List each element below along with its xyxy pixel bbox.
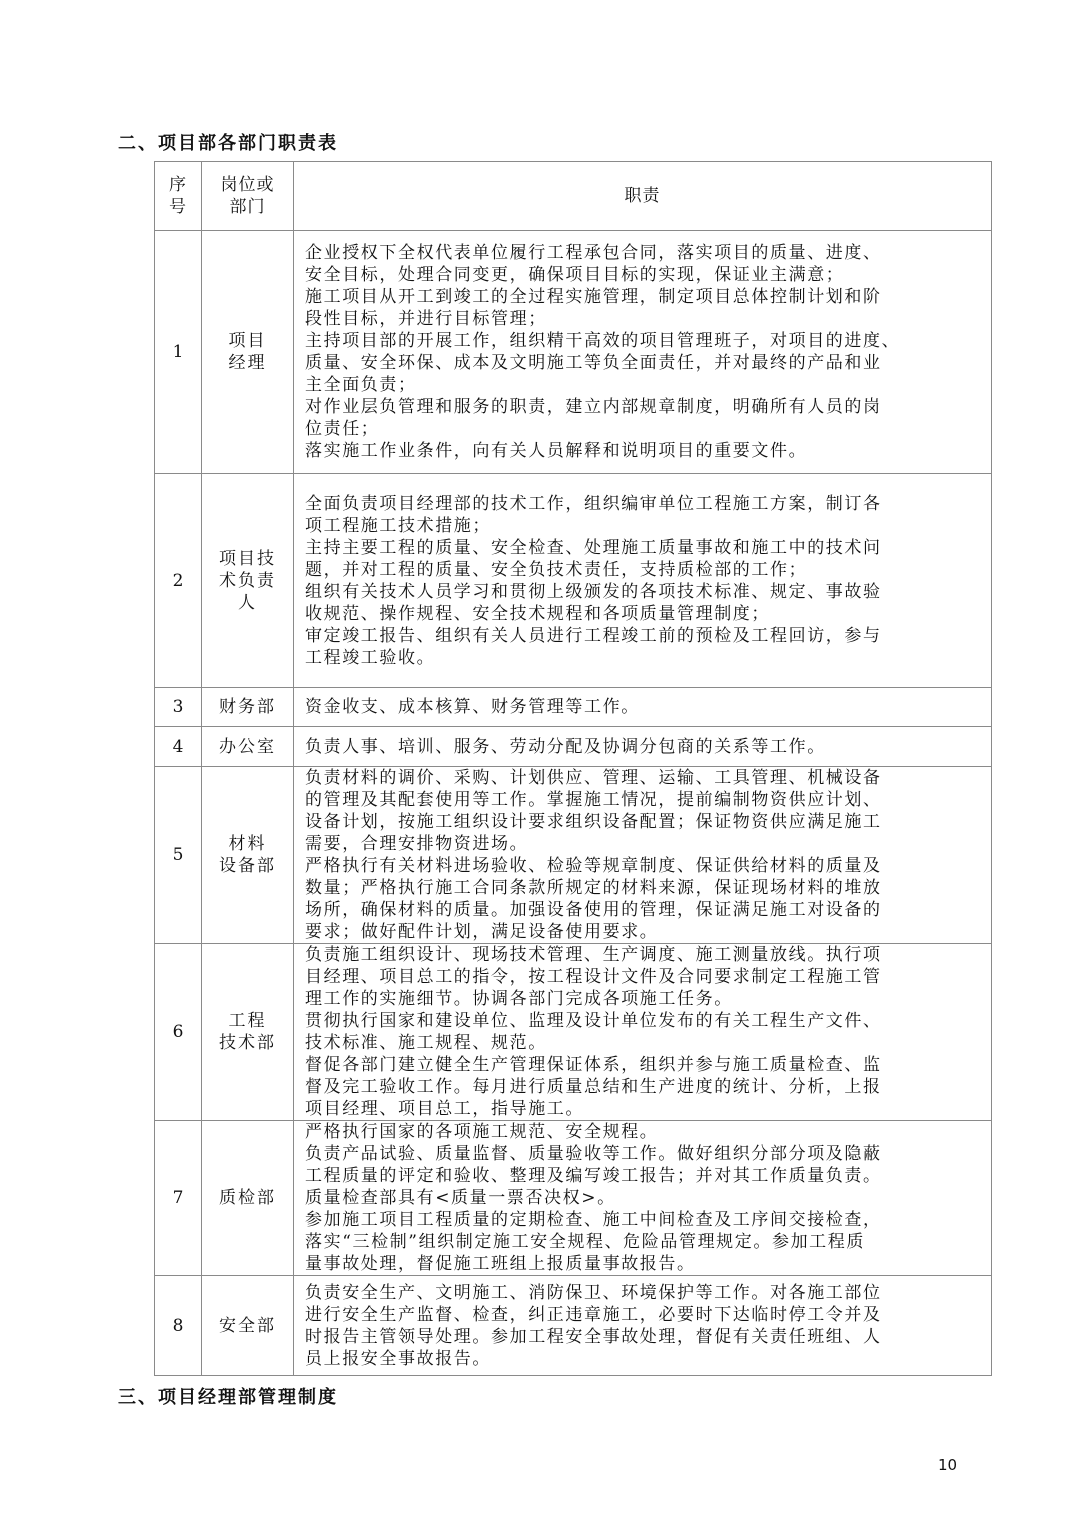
row-duty [294, 1121, 992, 1276]
duty-line: 进行安全生产监督、检查，纠正违章施工，必要时下达临时停工令并及 [305, 1304, 882, 1325]
row-number: 5 [155, 767, 202, 944]
row-number: 3 [155, 688, 202, 727]
duty-line: 量事故处理，督促施工班组上报质量事故报告。 [305, 1254, 696, 1274]
row-department [202, 474, 294, 688]
table-row [155, 767, 992, 944]
row-duty [294, 944, 992, 1121]
duty-line: 的管理及其配套使用等工作。掌握施工情况，提前编制物资供应计划、 [305, 790, 882, 810]
duty-line: 督促各部门建立健全生产管理保证体系，组织并参与施工质量检查、监 [305, 1055, 882, 1075]
header-number [155, 162, 202, 231]
row-department [202, 1121, 294, 1276]
duty-line: 落实“三检制”组织制定施工安全规程、危险品管理规定。参加工程质 [305, 1232, 865, 1252]
header-department-line: 岗位或 [220, 175, 275, 195]
duty-line: 段性目标，并进行目标管理； [305, 309, 547, 329]
duty-line: 时报告主管领导处理。参加工程安全事故处理，督促有关责任班组、人 [305, 1326, 882, 1347]
department-line: 术负责 [219, 570, 276, 591]
row-number: 7 [155, 1121, 202, 1276]
row-duty [294, 1276, 992, 1376]
row-duty [294, 727, 992, 767]
header-department [202, 162, 294, 231]
duty-line: 技术标准、施工规程、规范。 [305, 1033, 547, 1053]
section-heading-responsibilities: 二、项目部各部门职责表 [118, 133, 338, 154]
duty-line: 负责材料的调价、采购、计划供应、管理、运输、工具管理、机械设备 [305, 768, 882, 788]
duty-line: 对作业层负管理和服务的职责，建立内部规章制度，明确所有人员的岗 [305, 397, 882, 417]
department-line: 质检部 [219, 1188, 276, 1208]
duty-line: 全面负责项目经理部的技术工作，组织编审单位工程施工方案，制订各 [305, 493, 882, 514]
row-department [202, 231, 294, 474]
table-row [155, 688, 992, 727]
duty-line: 负责产品试验、质量监督、质量验收等工作。做好组织分部分项及隐蔽 [305, 1144, 882, 1164]
header-number-line: 序 [169, 175, 187, 195]
section-heading-management-system: 三、项目经理部管理制度 [118, 1387, 338, 1408]
row-department [202, 944, 294, 1121]
row-number: 1 [155, 231, 202, 474]
duty-line: 施工项目从开工到竣工的全过程实施管理，制定项目总体控制计划和阶 [305, 287, 882, 307]
duty-line: 严格执行国家的各项施工规范、安全规程。 [305, 1122, 659, 1142]
header-department-line: 部门 [229, 197, 266, 217]
duty-line: 审定竣工报告、组织有关人员进行工程竣工前的预检及工程回访，参与 [305, 625, 882, 646]
duty-line: 负责施工组织设计、现场技术管理、生产调度、施工测量放线。执行项 [305, 945, 882, 965]
table-row [155, 231, 992, 474]
row-duty [294, 767, 992, 944]
duty-line: 严格执行有关材料进场验收、检验等规章制度、保证供给材料的质量及 [305, 856, 882, 876]
department-line: 人 [238, 592, 257, 613]
duty-line: 负责人事、培训、服务、劳动分配及协调分包商的关系等工作。 [305, 736, 826, 757]
department-duty-table [154, 161, 992, 1376]
page-number: 10 [938, 1456, 958, 1474]
row-number: 4 [155, 727, 202, 767]
duty-line: 位责任； [305, 419, 380, 439]
duty-line: 主持项目部的开展工作，组织精干高效的项目管理班子，对项目的进度、 [305, 331, 901, 351]
duty-line: 设备计划，按施工组织设计要求组织设备配置；保证物资供应满足施工 [305, 812, 882, 832]
duty-line: 参加施工项目工程质量的定期检查、施工中间检查及工序间交接检查， [305, 1210, 882, 1230]
duty-line: 安全目标，处理合同变更，确保项目目标的实现，保证业主满意； [305, 265, 845, 285]
duty-line: 场所，确保材料的质量。加强设备使用的管理，保证满足施工对设备的 [305, 900, 882, 920]
table-row [155, 727, 992, 767]
duty-line: 企业授权下全权代表单位履行工程承包合同，落实项目的质量、进度、 [305, 243, 882, 263]
row-number: 2 [155, 474, 202, 688]
department-line: 项目技 [219, 548, 276, 569]
row-department [202, 688, 294, 727]
duty-line: 项目经理、项目总工，指导施工。 [305, 1099, 584, 1119]
department-line: 财务部 [219, 697, 276, 717]
table-row [155, 1276, 992, 1376]
duty-line: 质量、安全环保、成本及文明施工等负全面责任，并对最终的产品和业 [305, 353, 882, 373]
duty-line: 数量；严格执行施工合同条款所规定的材料来源，保证现场材料的堆放 [305, 878, 882, 898]
duty-line: 要求；做好配件计划，满足设备使用要求。 [305, 922, 659, 942]
header-duty: 职责 [294, 162, 992, 231]
duty-line: 资金收支、成本核算、财务管理等工作。 [305, 697, 640, 717]
duty-line: 工程质量的评定和验收、整理及编写竣工报告；并对其工作质量负责。 [305, 1166, 882, 1186]
table-row [155, 474, 992, 688]
duty-line: 质量检查部具有<质量一票否决权>。 [305, 1188, 616, 1208]
row-department [202, 1276, 294, 1376]
duty-line: 题，并对工程的质量、安全负技术责任，支持质检部的工作； [305, 559, 808, 580]
duty-line: 督及完工验收工作。每月进行质量总结和生产进度的统计、分析，上报 [305, 1077, 882, 1097]
department-line: 办公室 [219, 736, 276, 757]
header-number-line: 号 [169, 197, 187, 217]
department-line: 材料 [228, 834, 267, 854]
department-line: 工程 [228, 1011, 267, 1031]
department-line: 技术部 [219, 1033, 276, 1053]
duty-line: 主持主要工程的质量、安全检查、处理施工质量事故和施工中的技术问 [305, 537, 882, 558]
row-number: 8 [155, 1276, 202, 1376]
duty-line: 工程竣工验收。 [305, 647, 436, 668]
table-row [155, 1121, 992, 1276]
duty-line: 落实施工作业条件，向有关人员解释和说明项目的重要文件。 [305, 441, 808, 461]
duty-line: 员上报安全事故报告。 [305, 1348, 491, 1369]
table-row [155, 944, 992, 1121]
row-department [202, 727, 294, 767]
duty-line: 项工程施工技术措施； [305, 515, 491, 536]
row-department [202, 767, 294, 944]
row-duty [294, 474, 992, 688]
duty-line: 需要，合理安排物资进场。 [305, 834, 529, 854]
duty-line: 主全面负责； [305, 375, 417, 395]
duty-line: 负责安全生产、文明施工、消防保卫、环境保护等工作。对各施工部位 [305, 1282, 882, 1303]
department-line: 项目 [228, 331, 267, 351]
duty-line: 贯彻执行国家和建设单位、监理及设计单位发布的有关工程生产文件、 [305, 1011, 882, 1031]
department-line: 设备部 [219, 856, 276, 876]
duty-line: 理工作的实施细节。协调各部门完成各项施工任务。 [305, 989, 733, 1009]
duty-line: 收规范、操作规程、安全技术规程和各项质量管理制度； [305, 603, 770, 624]
department-line: 经理 [228, 353, 267, 373]
row-duty [294, 688, 992, 727]
table-header-row [155, 162, 992, 231]
department-line: 安全部 [219, 1315, 276, 1336]
duty-line: 组织有关技术人员学习和贯彻上级颁发的各项技术标准、规定、事故验 [305, 581, 882, 602]
row-number: 6 [155, 944, 202, 1121]
row-duty [294, 231, 992, 474]
duty-line: 目经理、项目总工的指令，按工程设计文件及合同要求制定工程施工管 [305, 967, 882, 987]
